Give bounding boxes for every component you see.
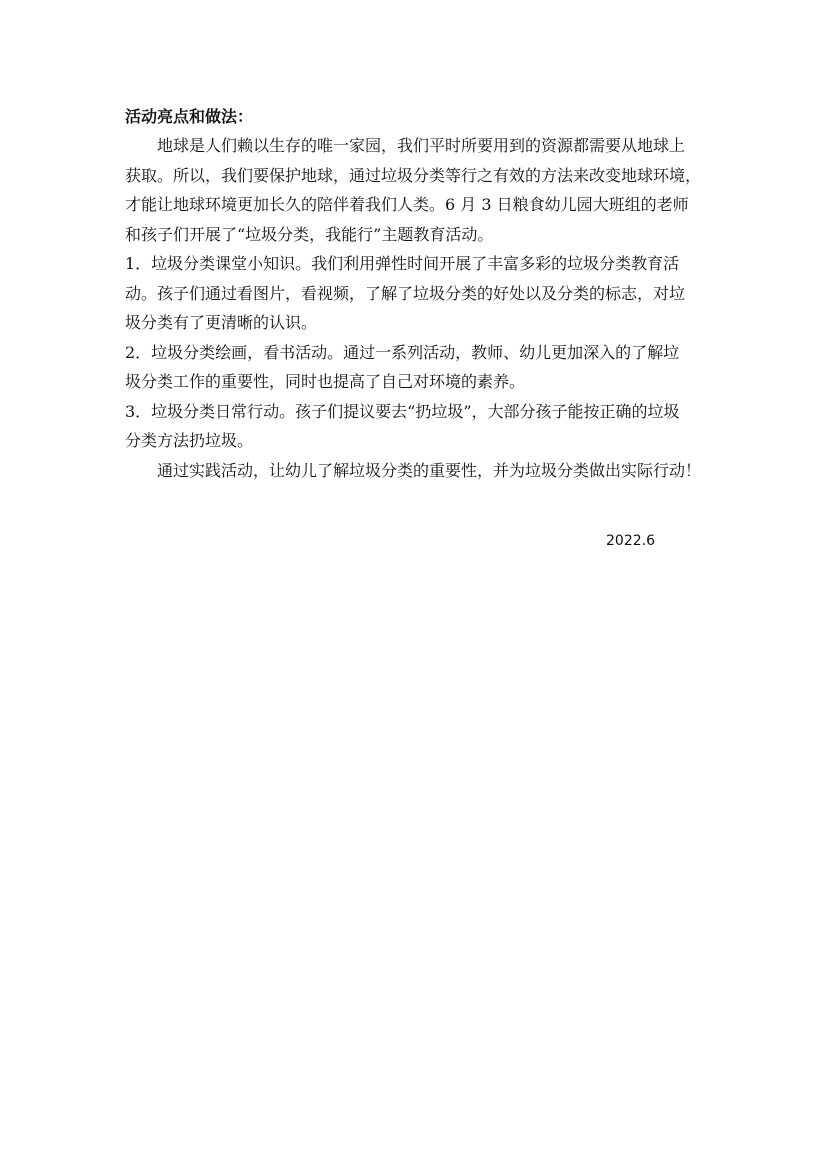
item-1-line-3: 圾分类有了更清晰的认识。	[125, 313, 318, 332]
item-1-line-2: 动。孩子们通过看图片，看视频，了解了垃圾分类的好处以及分类的标志，对垃	[125, 283, 686, 303]
paragraph-intro-line-1: 地球是人们赖以生存的唯一家园，我们平时所要用到的资源都需要从地球上	[157, 136, 686, 155]
section-heading: 活动亮点和做法：	[125, 107, 254, 126]
paragraph-intro-line-2: 获取。所以，我们要保护地球，通过垃圾分类等行之有效的方法来改变地球环境，	[125, 165, 702, 185]
document-date: 2022.6	[606, 533, 655, 549]
item-3-line-2: 分类方法扔垃圾。	[125, 431, 254, 450]
closing-paragraph: 通过实践活动，让幼儿了解垃圾分类的重要性，并为垃圾分类做出实际行动！	[157, 460, 702, 480]
document-body	[125, 103, 702, 485]
item-3-line-1: 3．垃圾分类日常行动。孩子们提议要去“扔垃圾”，大部分孩子能按正确的垃圾	[125, 401, 680, 421]
item-2-line-2: 圾分类工作的重要性，同时也提高了自己对环境的素养。	[125, 372, 526, 391]
paragraph-intro-line-3: 才能让地球环境更加长久的陪伴着我们人类。6 月 3 日粮食幼儿园大班组的老师	[125, 195, 689, 214]
item-1-line-1: 1．垃圾分类课堂小知识。我们利用弹性时间开展了丰富多彩的垃圾分类教育活	[125, 254, 680, 273]
item-2-line-1: 2．垃圾分类绘画，看书活动。通过一系列活动，教师、幼儿更加深入的了解垃	[125, 342, 680, 362]
paragraph-intro-line-4: 和孩子们开展了“垃圾分类，我能行”主题教育活动。	[125, 224, 494, 244]
